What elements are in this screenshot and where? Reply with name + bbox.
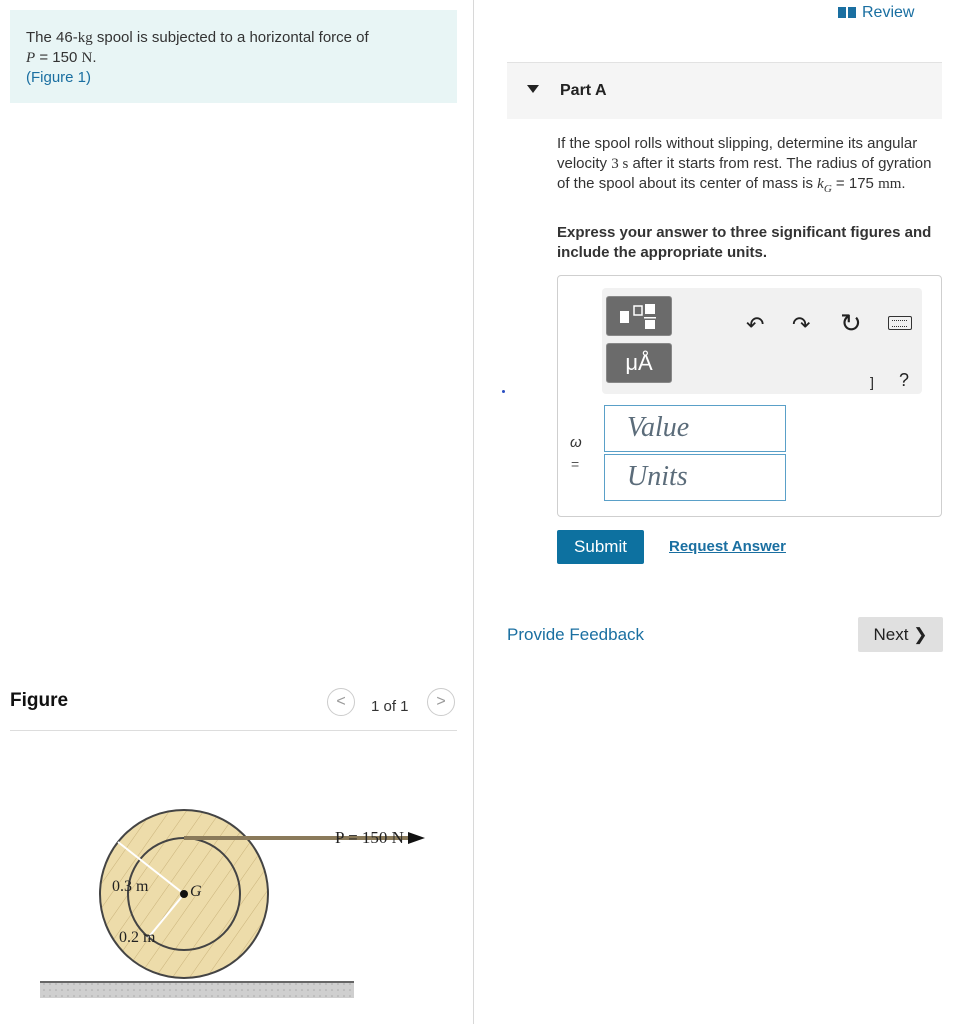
equals-label: = [571,456,580,472]
part-a-header[interactable] [507,62,942,119]
request-answer-link[interactable]: Request Answer [669,538,786,555]
units-input[interactable]: Units [604,454,786,501]
templates-icon [607,297,671,335]
question-text [557,134,937,200]
label-inner-radius: 0.2 m [119,929,156,946]
problem-text-prefix: The 46- [26,29,78,46]
kg-value: = 175 [831,175,879,192]
kg-subscript: G [823,183,832,195]
reset-icon[interactable]: ↻ [840,308,862,338]
figure-title: Figure [10,690,69,711]
answer-box [557,275,942,517]
book-icon [838,7,856,18]
mass-unit: kg [77,30,93,46]
bracket-icon[interactable]: ] [870,374,874,390]
panel-divider [473,0,474,1024]
label-outer-radius: 0.3 m [112,878,149,895]
label-center: G [190,883,202,900]
figure-link[interactable] [26,68,441,88]
problem-line-1 [26,28,441,48]
figure-header [10,688,457,731]
problem-text-suffix: spool is subjected to a horizontal force of [92,29,369,46]
math-toolbar [602,288,922,394]
figure-link-open: ( [26,69,31,86]
review-label[interactable]: Review [862,4,915,21]
spool-figure [30,790,430,1005]
templates-button[interactable] [606,296,672,336]
part-title: Part A [560,82,607,99]
undo-icon[interactable]: ↶ [746,312,765,337]
ground-surface [40,982,354,998]
marker-dot [502,390,505,393]
figure-link-text[interactable]: Figure 1 [31,69,87,86]
review-link[interactable] [838,4,914,22]
figure-page-indicator: 1 of 1 [371,698,409,715]
problem-statement [10,10,457,103]
figure-link-close: ) [86,69,92,86]
help-button[interactable]: ? [899,370,910,390]
force-arrow [408,832,425,844]
force-value: = 150 [35,49,82,66]
label-force: P = 150 N [335,828,404,847]
time-value: 3 s [611,155,629,172]
redo-icon[interactable]: ↷ [792,312,811,337]
chevron-left-icon: < [336,693,346,710]
center-point [180,890,188,898]
kg-symbol: k [817,176,824,192]
next-figure-button[interactable] [427,688,455,716]
units-button[interactable]: μÅ [606,343,672,383]
problem-line-2 [26,48,441,68]
kg-unit: mm [878,176,902,192]
value-input[interactable]: Value [604,405,786,452]
answer-instruction: Express your answer to three significant figures and include the appropriate units. [557,224,932,261]
caret-down-icon [527,85,539,93]
kg-end: . [901,175,906,192]
keyboard-icon[interactable] [888,316,912,330]
chevron-right-icon: > [436,693,446,710]
submit-button[interactable]: Submit [557,530,644,564]
provide-feedback-link[interactable]: Provide Feedback [507,625,645,644]
previous-figure-button[interactable] [327,688,355,716]
force-end: . [92,49,97,66]
force-unit: N [81,50,93,66]
question-part-b: after it starts from rest. The radius of gyration of the spool about its center of mass is [557,154,932,192]
variable-label: ω [570,434,582,451]
force-symbol: P [26,50,36,66]
question-part-a: If the spool rolls without slipping, determine its angular velocity [557,135,918,172]
next-button[interactable]: Next ❯ [858,617,943,652]
